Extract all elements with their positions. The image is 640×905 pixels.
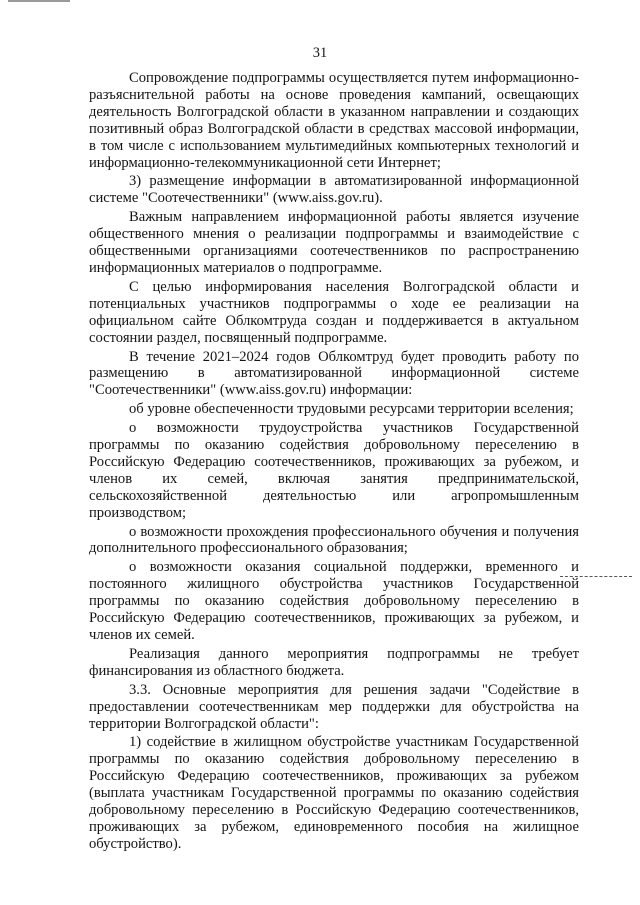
document-body [89,70,579,853]
paragraph-training: о возможности прохождения профессионального обучения и получения дополнительного профессионального образования; [89,523,579,557]
paragraph-2021-2024-work: В течение 2021–2024 годов Облкомтруд будет проводить работу по размещению в автоматизированной информационной системе "Соотечественники" (www.aiss.gov.ru) информации: [89,348,579,399]
paragraph-no-budget: Реализация данного мероприятия подпрограммы не требует финансирования из областного бюджета. [89,645,579,679]
paragraph-employment: о возможности трудоустройства участников Государственной программы по оказанию содействия добровольному переселению в Российскую Федерацию соотечественников, проживающих за рубежом, и членов их семей, включая занятия предпринимательской, сельскохозяйственной деятельностью или агропромышленным производством; [89,420,579,521]
paragraph-website-section: С целью информирования населения Волгоградской области и потенциальных участников подпрограммы о ходе ее реализации на официальном сайте Облкомтруда создан и поддерживается в актуальном состоянии раздел, посвященный подпрограмме. [89,278,579,346]
paragraph-housing-assistance: 1) содействие в жилищном обустройстве участникам Государственной программы по оказанию содействия добровольному переселению в Российскую Федерацию соотечественников, проживающих за рубежом (выплата участникам Государственной программы по оказанию содействия добровольному переселению в Российскую Федерацию соотечественников, проживающих за рубежом, единовременного пособия на жилищное обустройство). [89,734,579,852]
section-3-3-heading: 3.3. Основные мероприятия для решения задачи "Содействие в предоставлении соотечественникам мер поддержки для обустройства на территории Волгоградской области": [89,681,579,732]
paragraph-item-3-aiss: 3) размещение информации в автоматизированной информационной системе "Соотечественники" (www.aiss.gov.ru). [89,173,579,207]
page-number: 31 [312,45,328,61]
paragraph-labor-resources: об уровне обеспеченности трудовыми ресурсами территории вселения; [129,401,574,418]
paragraph-public-opinion: Важным направлением информационной работы является изучение общественного мнения о реализации подпрограммы и взаимодействие с общественными организациями соотечественников по распространению информационных материалов о подпрограмме. [89,209,579,276]
paragraph-support-campaign: Сопровождение подпрограммы осуществляется путем информационно-разъяснительной работы на основе проведения кампаний, освещающих деятельность Волгоградской области в указанном направлении и создающих позитивный образ Волгоградской области в средствах массовой информации, в том числе с использованием мультимедийных компьютерных технологий и информационно-телекоммуникационной сети Интернет; [89,70,579,171]
scan-stray-line [560,576,632,578]
scan-edge-mark [8,0,70,2]
paragraph-social-support: о возможности оказания социальной поддержки, временного и постоянного жилищного обустройства участников Государственной программы по оказанию содействия добровольному переселению в Российскую Федерацию соотечественников, проживающих за рубежом, и членов их семей. [89,559,579,643]
